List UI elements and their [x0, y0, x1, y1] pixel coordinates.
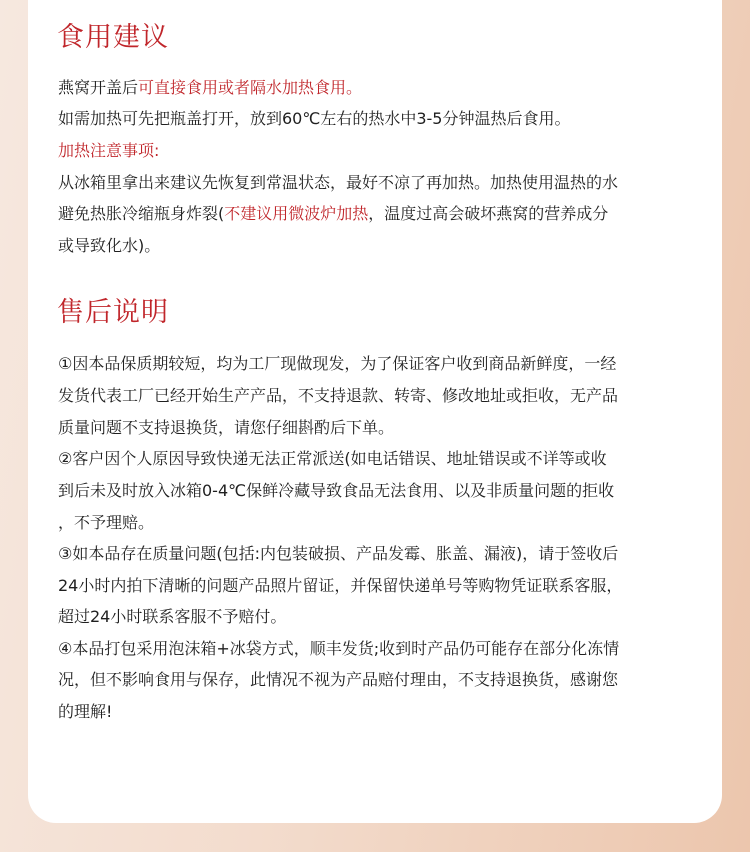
after-sales-line: ④本品打包采用泡沫箱+冰袋方式，顺丰发货;收到时产品仍可能存在部分化冻情: [58, 639, 620, 658]
after-sales-line: 超过24小时联系客服不予赔付。: [58, 607, 287, 626]
after-sales-line: ，不予理赔。: [58, 513, 155, 532]
usage-line-4-highlight: 不建议用微波炉加热: [224, 204, 369, 223]
usage-line-1-highlight: 可直接食用或者隔水加热食用。: [138, 78, 363, 97]
usage-line-2: 如需加热可先把瓶盖打开，放到60℃左右的热水中3-5分钟温热后食用。: [58, 109, 571, 128]
after-sales-line: 24小时内拍下清晰的问题产品照片留证，并保留快递单号等购物凭证联系客服，: [58, 576, 623, 595]
usage-heading: 食用建议: [57, 22, 169, 53]
heating-notes-title: 加热注意事项:: [58, 141, 160, 160]
after-sales-line: ②客户因个人原因导致快递无法正常派送(如电话错误、地址错误或不详等或收: [58, 449, 607, 468]
usage-line-5: 或导致化水)。: [58, 236, 161, 255]
usage-line-4-b: ，温度过高会破坏燕窝的营养成分: [368, 204, 609, 223]
after-sales-line: 况，但不影响食用与保存，此情况不视为产品赔付理由，不支持退换货，感谢您: [58, 670, 619, 689]
after-sales-line: ①因本品保质期较短，均为工厂现做现发，为了保证客户收到商品新鲜度，一经: [58, 354, 617, 373]
after-sales-heading: 售后说明: [57, 297, 169, 328]
usage-line-1: [58, 78, 362, 98]
usage-line-3: 从冰箱里拿出来建议先恢复到常温状态，最好不凉了再加热。加热使用温热的水: [58, 173, 619, 192]
after-sales-line: 到后未及时放入冰箱0-4℃保鲜冷藏导致食品无法食用、以及非质量问题的拒收: [58, 481, 615, 500]
after-sales-line: ③如本品存在质量问题(包括:内包装破损、产品发霉、胀盖、漏液)，请于签收后: [58, 544, 619, 563]
after-sales-line: 发货代表工厂已经开始生产产品，不支持退款、转寄、修改地址或拒收，无产品: [58, 386, 619, 405]
usage-line-4-a: 避免热胀冷缩瓶身炸裂(: [58, 204, 225, 223]
usage-line-4: [58, 204, 608, 224]
usage-line-1-normal: 燕窝开盖后: [58, 78, 139, 97]
after-sales-line: 的理解!: [58, 702, 113, 721]
after-sales-line: 质量问题不支持退换货，请您仔细斟酌后下单。: [58, 418, 395, 437]
